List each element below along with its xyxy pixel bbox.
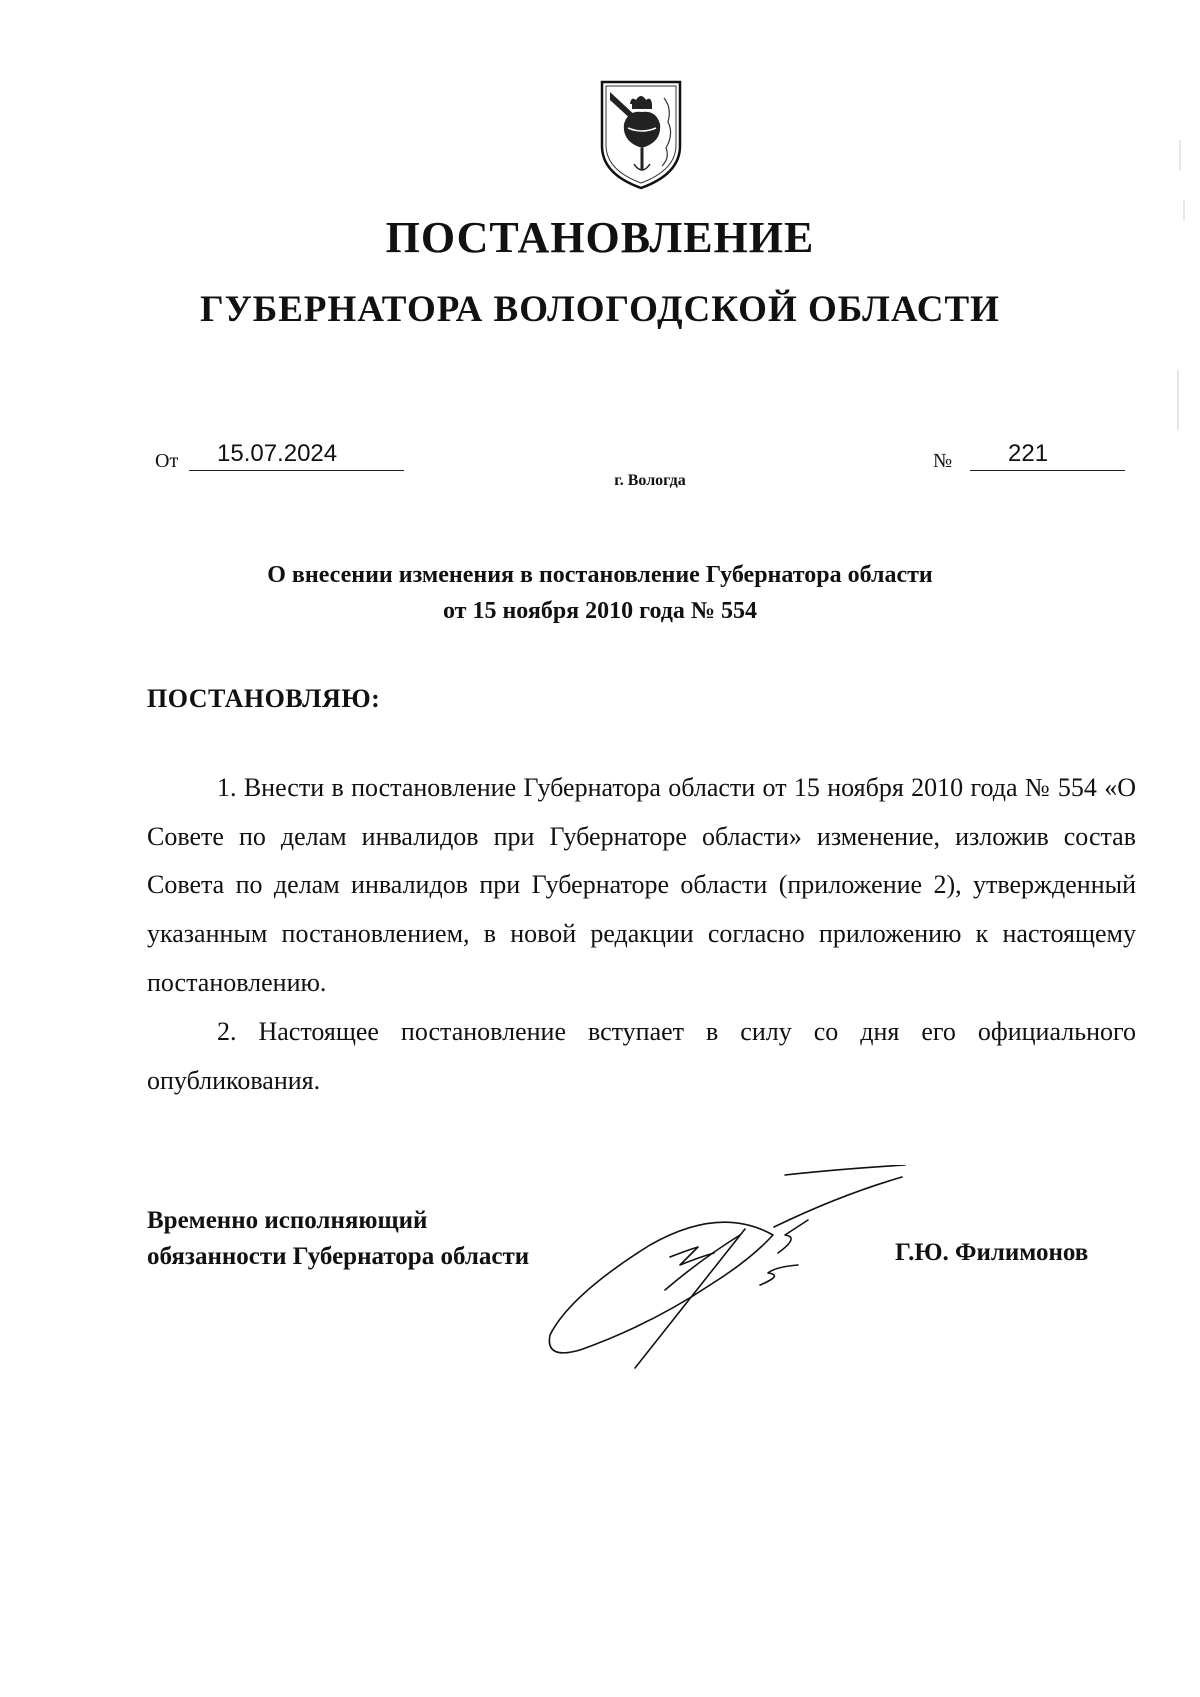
document-title: ПОСТАНОВЛЕНИЕ [385,213,815,262]
document-subtitle: ГУБЕРНАТОРА ВОЛОГОДСКОЙ ОБЛАСТИ [200,289,1000,330]
subject-line-1: О внесении изменения в постановление Губернатора области [267,562,933,588]
position-line-2: обязанности Губернатора области [147,1243,530,1270]
signatory-position [147,1203,529,1275]
decree-subject [0,557,1200,629]
signature-icon [540,1165,960,1370]
signatory-name: Г.Ю. Филимонов [895,1239,1089,1266]
coat-of-arms-icon [598,78,684,192]
paragraph-2: 2. Настоящее постановление вступает в силу со дня его официального опубликования. [147,1017,1136,1095]
decree-word: ПОСТАНОВЛЯЮ: [147,684,381,713]
number-label: № [933,450,953,472]
scan-artifact-icon [1170,140,1195,440]
from-label: От [155,450,179,472]
position-line-1: Временно исполняющий [147,1207,428,1234]
paragraph-1: 1. Внести в постановление Губернатора области от 15 ноября 2010 года № 554 «О Совете по делам инвалидов при Губернаторе области» изменение, изложив состав Совета по делам инвалидов при Губернаторе области (приложение 2), утвержденный указанным постановлением, в новой редакции согласно приложению к настоящему постановлению. [147,773,1136,997]
decree-number: 221 [970,440,1125,471]
city-label: г. Вологда [614,472,686,489]
decree-date: 15.07.2024 [189,440,404,471]
subject-line-2: от 15 ноября 2010 года № 554 [442,598,758,624]
